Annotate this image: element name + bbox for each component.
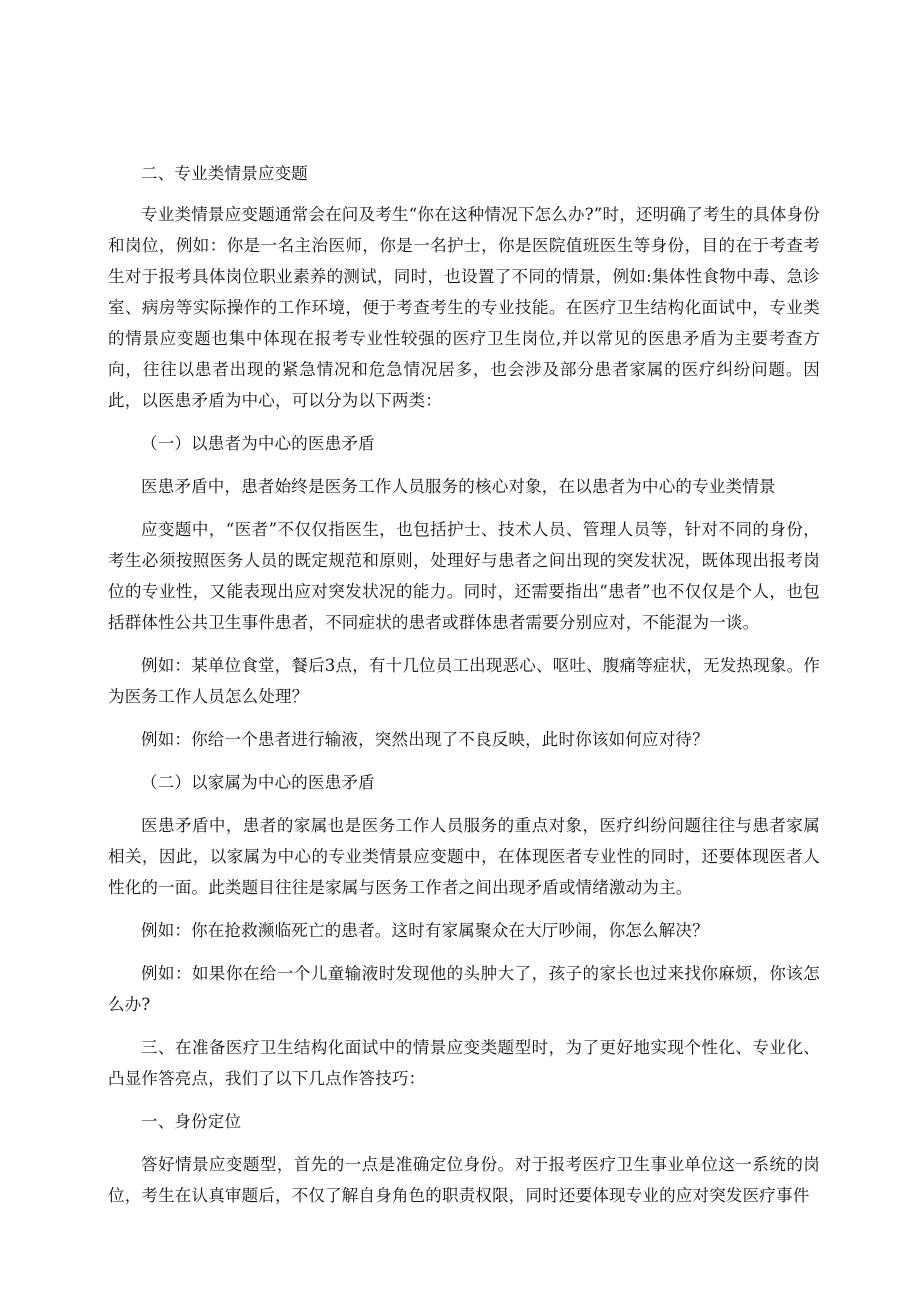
paragraph-patient-core: 医患矛盾中，患者始终是医务工作人员服务的核心对象，在以患者为中心的专业类情景 bbox=[141, 477, 776, 496]
subheading-family-centered: （二）以家属为中心的医患矛盾 bbox=[141, 773, 375, 792]
example-child-infusion: 例如：如果你在给一个儿童输液时发现他的头肿大了，孩子的家长也过来找你麻烦，你该怎么办? bbox=[108, 964, 820, 1014]
section-heading-professional-scenarios: 二、专业类情景应变题 bbox=[141, 164, 308, 183]
subheading-patient-centered: （一）以患者为中心的医患矛盾 bbox=[141, 434, 375, 453]
tip-heading-identity: 一、身份定位 bbox=[141, 1112, 242, 1131]
paragraph-family-core: 医患矛盾中，患者的家属也是医务工作人员服务的重点对象，医疗纠纷问题往往与患者家属相关，因此，以家属为中心的专业类情景应变题中，在体现医者专业性的同时，还要体现医者人性化的一面。此类题目往往是家属与医务工作者之间出现矛盾或情绪激动为主。 bbox=[108, 816, 820, 897]
paragraph-identity: 答好情景应变题型，首先的一点是准确定位身份。对于报考医疗卫生事业单位这一系统的岗位，考生在认真审题后，不仅了解自身角色的职责权限，同时还要体现专业的应对突发医疗事件 bbox=[108, 1155, 820, 1205]
section-heading-answer-tips: 三、在准备医疗卫生结构化面试中的情景应变类题型时，为了更好地实现个性化、专业化、凸显作答亮点，我们了以下几点作答技巧： bbox=[108, 1038, 820, 1088]
example-infusion-reaction: 例如：你给一个患者进行输液，突然出现了不良反映，此时你该如何应对待？ bbox=[141, 730, 709, 749]
paragraph-professional-intro: 专业类情景应变题通常会在问及考生“你在这种情况下怎么办?”时，还明确了考生的具体身份和岗位，例如：你是一名主治医师，你是一名护士，你是医院值班医生等身份，目的在于考查考生对于报考具体岗位职业素养的测试，同时，也设置了不同的情景，例如:集体性食物中毒、急诊室、病房等实际操作的工作环境，便于考查考生的专业技能。在医疗卫生结构化面试中，专业类的情景应变题也集中体现在报考专业性较强的医疗卫生岗位,并以常见的医患矛盾为主要考查方向，往往以患者出现的紧急情况和危急情况居多，也会涉及部分患者家属的医疗纠纷问题。因此，以医患矛盾为中心，可以分为以下两类： bbox=[108, 205, 820, 410]
example-canteen: 例如：某单位食堂，餐后3点，有十几位员工出现恶心、呕吐、腹痛等症状，无发热现象。作为医务工作人员怎么处理？ bbox=[108, 656, 820, 706]
paragraph-patient-details: 应变题中，“医者”不仅仅指医生，也包括护士、技术人员、管理人员等，针对不同的身份，考生必须按照医务人员的既定规范和原则，处理好与患者之间出现的突发状况，既体现出报考岗位的专业性，又能表现出应对突发状况的能力。同时，还需要指出“患者”也不仅仅是个人，也包括群体性公共卫生事件患者，不同症状的患者或群体患者需要分别应对，不能混为一谈。 bbox=[108, 520, 820, 632]
example-family-hall: 例如：你在抢救濒临死亡的患者。这时有家属聚众在大厅吵闹，你怎么解决？ bbox=[141, 921, 709, 940]
document-body bbox=[108, 158, 820, 1211]
